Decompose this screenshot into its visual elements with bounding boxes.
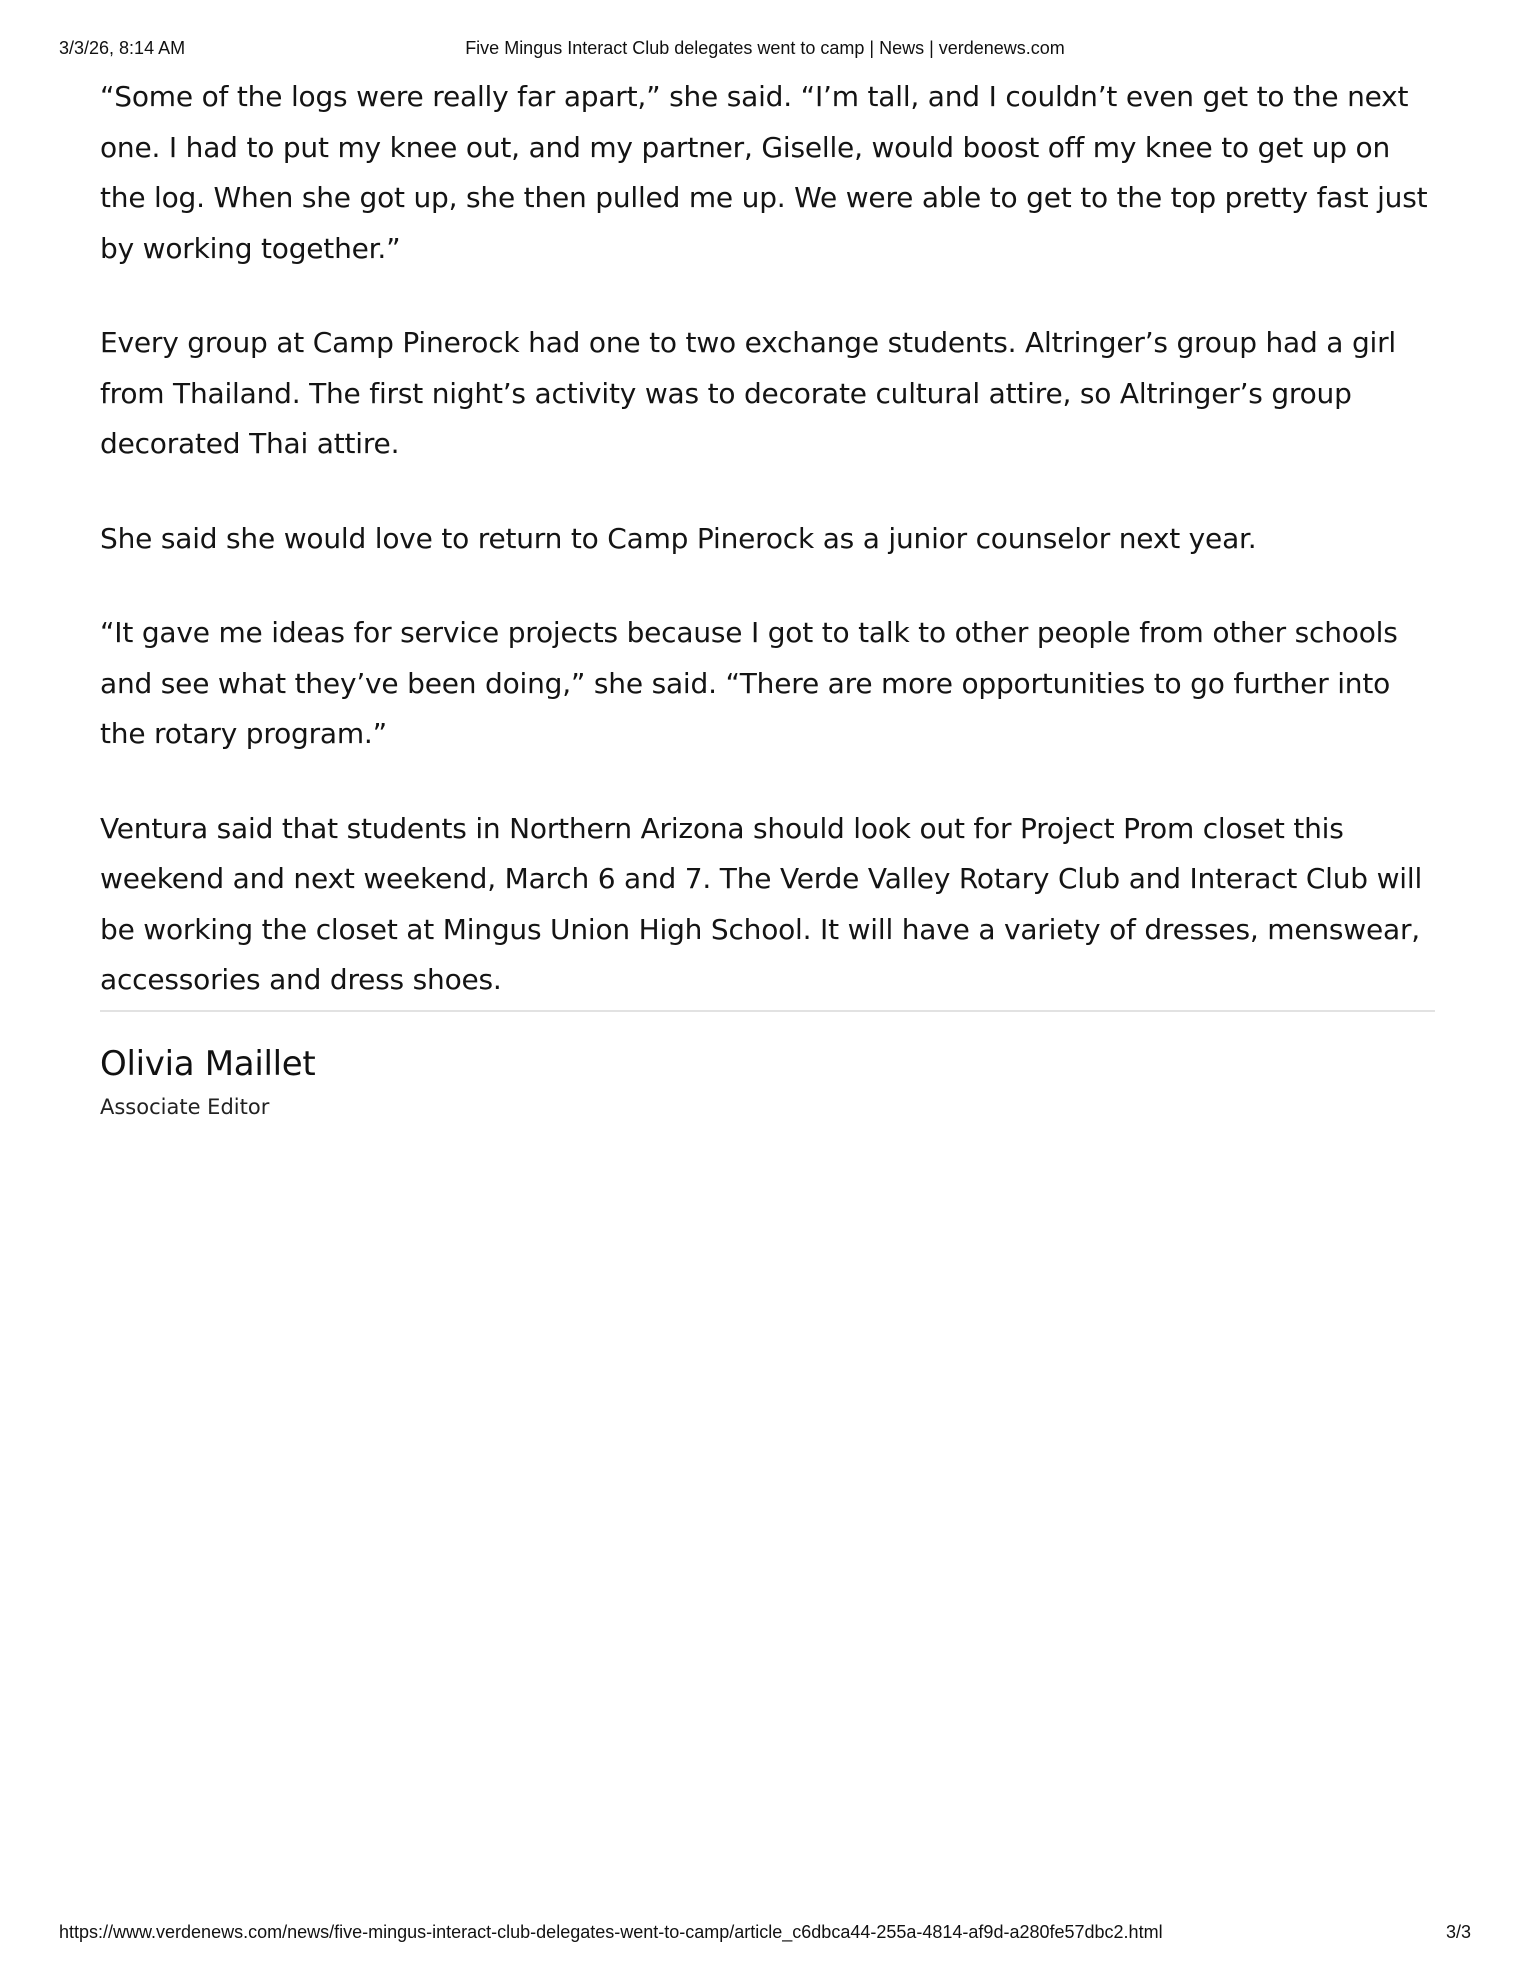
- article-paragraph: “It gave me ideas for service projects because I got to talk to other people from other schools and see what they’ve been doing,” she said. “There are more opportunities to go further into the rotary program.”: [100, 616, 1398, 750]
- print-datetime: 3/3/26, 8:14 AM: [59, 38, 186, 58]
- article-paragraph: She said she would love to return to Camp Pinerock as a junior counselor next year.: [100, 521, 1257, 555]
- author-name[interactable]: Olivia Maillet: [100, 1043, 316, 1084]
- author-divider: [100, 1010, 1435, 1012]
- print-page-title: Five Mingus Interact Club delegates went to camp | News | verdenews.com: [465, 38, 1065, 58]
- print-url: https://www.verdenews.com/news/five-mingus-interact-club-delegates-went-to-camp/article_c6dbca44-255a-4814-af9d-a280fe57dbc2.html: [59, 1922, 1163, 1942]
- article-body: [100, 72, 1435, 1122]
- article-paragraph: “Some of the logs were really far apart,” she said. “I’m tall, and I couldn’t even get to the next one. I had to put my knee out, and my partner, Giselle, would boost off my knee to get up on the log. When she got up, she then pulled me up. We were able to get to the top pretty fast just by working together.”: [100, 80, 1428, 265]
- article-paragraph: Every group at Camp Pinerock had one to two exchange students. Altringer’s group had a girl from Thailand. The first night’s activity was to decorate cultural attire, so Altringer’s group decorated Thai attire.: [100, 326, 1396, 460]
- print-page-number: 3/3: [1445, 1922, 1471, 1942]
- author-block: [100, 1042, 1435, 1122]
- author-role: Associate Editor: [100, 1094, 270, 1119]
- print-header: [59, 38, 1471, 62]
- article-paragraph: Ventura said that students in Northern Arizona should look out for Project Prom closet this weekend and next weekend, March 6 and 7. The Verde Valley Rotary Club and Interact Club will be working the closet at Mingus Union High School. It will have a variety of dresses, menswear, accessories and dress shoes.: [100, 811, 1423, 996]
- print-footer: [59, 1922, 1471, 1946]
